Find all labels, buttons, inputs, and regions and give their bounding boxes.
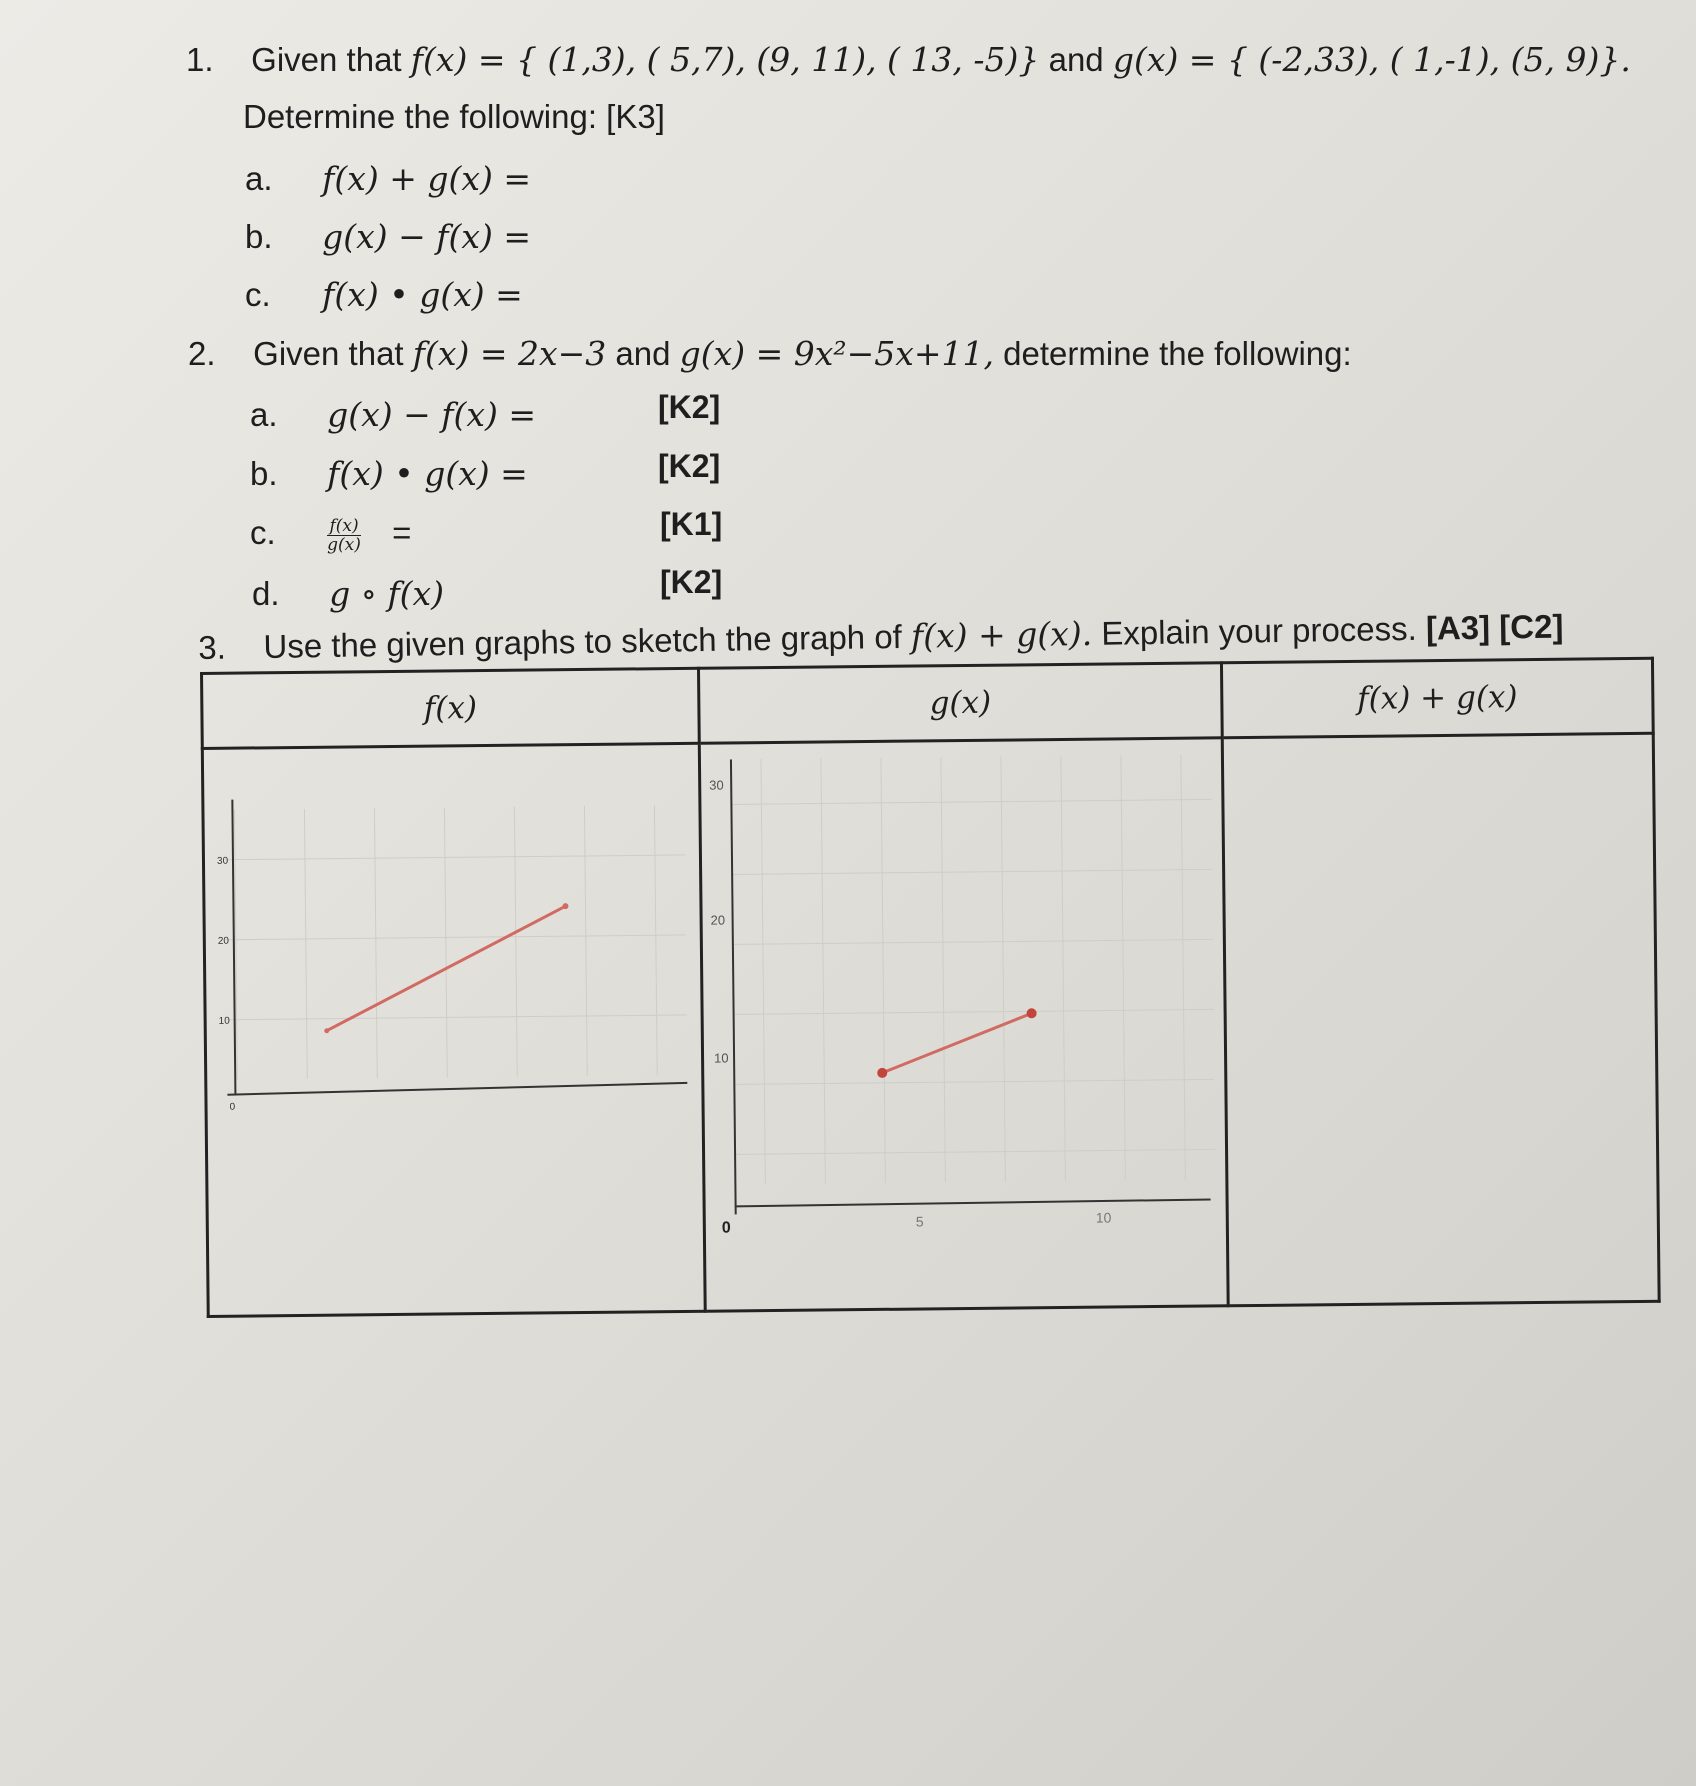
q2-part-c-letter: c. [250,514,276,551]
q1-part-b [245,217,531,257]
g-origin-label: 0 [721,1219,731,1237]
q1-part-c-expr: f(x) • g(x) = [322,275,523,314]
q2-line [188,334,1352,374]
q2-part-a-code: [K2] [658,389,721,425]
g-grid [731,754,1215,1184]
q2-part-a-letter: a. [250,396,278,433]
g-x-tick-10: 10 [1095,1209,1112,1226]
graph-table [200,657,1661,1318]
q2-part-c-equals: = [392,514,412,551]
f-y-tick-0: 0 [229,1101,236,1113]
q1-g-set: g(x) = { (-2,33), ( 1,-1), (5, 9)}. [1112,40,1631,79]
q3-line [198,607,1564,668]
q2-and: and [615,335,671,372]
cell-sum-graph-blank[interactable] [1222,733,1659,1305]
q2-part-c-code: [K1] [660,506,723,542]
q1-prefix: Given that [251,41,402,78]
q1-f-set: f(x) = { (1,3), ( 5,7), (9, 11), ( 13, -5)} [410,40,1040,79]
header-g: g(x) [698,663,1222,743]
q3-text: Use the given graphs to sketch the graph of [263,617,903,665]
q2-part-b-letter: b. [250,455,278,492]
g-y-tick-30: 30 [709,777,724,793]
q3-expr: f(x) + g(x). [910,613,1093,656]
q2-part-b-expr: f(x) • g(x) = [327,454,528,493]
q1-line [186,40,1631,80]
f-y-tick-20: 20 [217,935,230,947]
q2-part-c-fraction [327,517,361,554]
q1-number: 1. [186,41,214,78]
q1-part-b-expr: g(x) − f(x) = [322,217,531,256]
q2-part-c-denominator: g(x) [327,534,361,555]
g-graph [701,739,1227,1304]
q2-number: 2. [188,335,216,372]
q2-part-d [252,574,444,614]
cell-g-graph [699,738,1228,1311]
q2-g-def: g(x) = 9x²−5x+11, [679,334,994,373]
g-y-tick-10: 10 [713,1050,729,1066]
g-y-axis [731,759,736,1214]
cell-f-graph [202,743,705,1316]
q2-part-a-expr: g(x) − f(x) = [327,395,536,434]
q1-part-a-expr: f(x) + g(x) = [322,159,531,198]
g-segment-start-point [877,1068,887,1078]
g-segment [882,1013,1033,1073]
q2-part-d-code: [K2] [660,564,723,600]
q1-part-b-letter: b. [245,218,273,255]
header-f: f(x) [202,668,700,748]
g-x-tick-5: 5 [915,1213,924,1230]
q3-codes: [A3] [C2] [1425,607,1564,647]
f-x-axis [227,1083,687,1095]
q2-part-b [250,454,528,494]
q2-prefix: Given that [253,335,404,372]
q1-instruction: Determine the following: [K3] [243,98,665,135]
q1-part-c [245,275,523,315]
q1-part-a [245,159,531,199]
g-x-axis [736,1199,1211,1206]
q2-part-d-expr: g ∘ f(x) [329,574,445,613]
q2-part-b-code: [K2] [658,448,721,484]
q1-part-c-letter: c. [245,276,271,313]
q1-part-a-letter: a. [245,160,273,197]
f-y-tick-10: 10 [218,1015,230,1027]
g-y-tick-20: 20 [710,912,726,928]
q2-f-def: f(x) = 2x−3 [412,334,607,373]
f-y-tick-30: 30 [216,855,229,867]
f-grid [224,805,687,1080]
q2-part-d-letter: d. [252,575,280,612]
g-segment-end-point [1027,1008,1037,1018]
q3-text2: Explain your process. [1101,609,1418,652]
q2-suffix: determine the following: [1003,335,1352,372]
q2-part-c-numerator: f(x) [327,517,361,536]
q3-number: 3. [198,628,227,666]
q1-and: and [1048,41,1104,78]
header-sum: f(x) + g(x) [1221,658,1653,738]
q2-part-c [250,513,411,554]
f-graph [204,745,704,1310]
q2-part-a [250,395,536,435]
